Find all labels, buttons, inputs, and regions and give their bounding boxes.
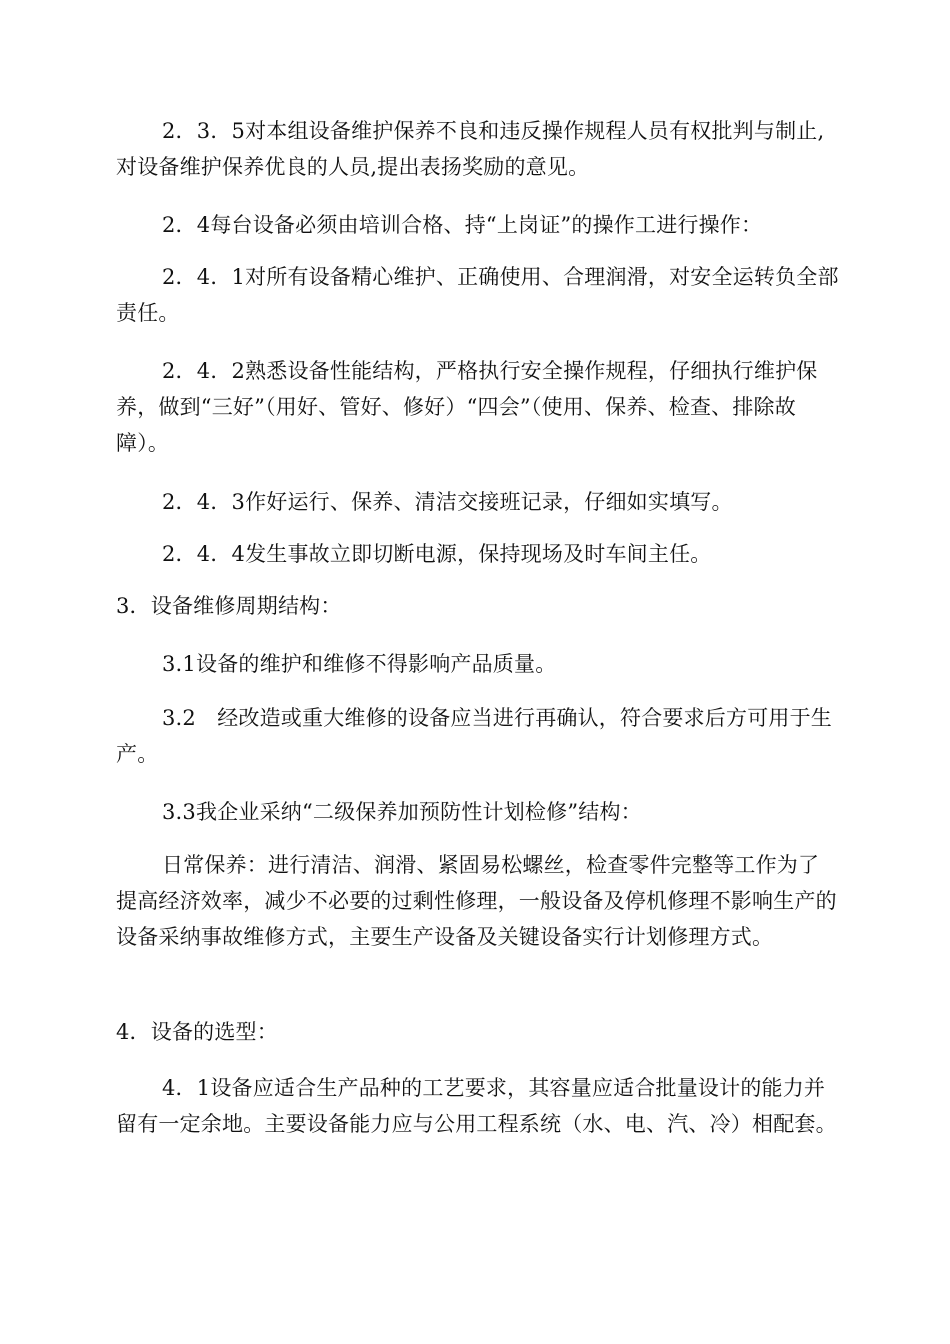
paragraph-3-1: 3.1设备的维护和维修不得影响产品质量。 (162, 652, 557, 676)
paragraph-2-4: 2．4每台设备必须由培训合格、持“上岗证”的操作工进行操作： (162, 213, 763, 237)
paragraph-4-1: 4．1设备应适合生产品种的工艺要求，其容量应适合批量设计的能力并留有一定余地。主要设备能力应与公用工程系统（水、电、汽、冷）相配套。 (116, 1076, 837, 1136)
paragraph-3-2: 3.2 经改造或重大维修的设备应当进行再确认，符合要求后方可用于生产。 (116, 706, 832, 766)
paragraph-2-4-1: 2．4．1对所有设备精心维护、正确使用、合理润滑，对安全运转负全部责任。 (116, 265, 839, 325)
paragraph-daily-maintenance: 日常保养：进行清洁、润滑、紧固易松螺丝，检查零件完整等工作为了提高经济效率，减少不必要的过剩性修理，一般设备及停机修理不影响生产的设备采纳事故维修方式，主要生产设备及关键设备实行计划修理方式。 (116, 853, 837, 949)
paragraph-3-3: 3.3我企业采纳“二级保养加预防性计划检修”结构： (162, 800, 642, 824)
paragraph-2-3-5: 2．3．5对本组设备维护保养不良和违反操作规程人员有权批判与制止,对设备维护保养优良的人员,提出表扬奖励的意见。 (116, 119, 825, 179)
paragraph-2-4-2: 2．4．2熟悉设备性能结构，严格执行安全操作规程，仔细执行维护保养，做到“三好”（用好、管好、修好）“四会”（使用、保养、检查、排除故障）。 (116, 359, 818, 455)
paragraph-2-4-3: 2．4．3作好运行、保养、清洁交接班记录，仔细如实填写。 (162, 490, 733, 514)
section-heading-3: 3．设备维修周期结构： (116, 594, 342, 618)
paragraph-2-4-4: 2．4．4发生事故立即切断电源，保持现场及时车间主任。 (162, 542, 712, 566)
section-heading-4: 4．设备的选型： (116, 1020, 278, 1044)
